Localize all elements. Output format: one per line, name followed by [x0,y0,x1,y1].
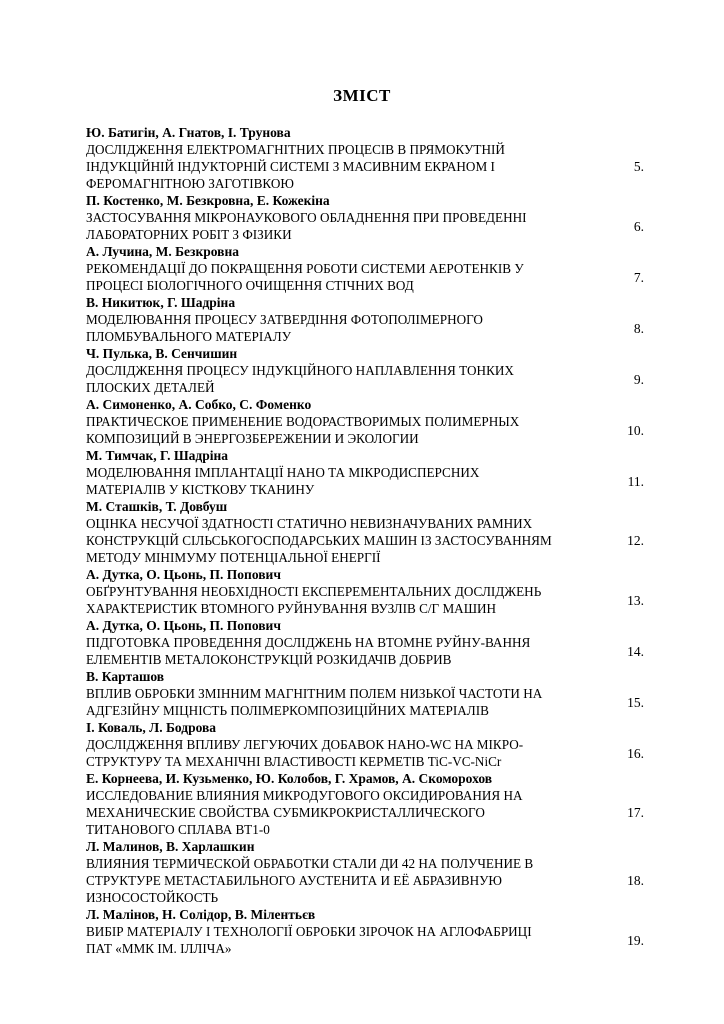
entry-page-number: 12. [627,533,644,548]
toc-entry [86,294,656,345]
entry-row [86,413,656,447]
entry-row [86,141,656,192]
entry-row [86,515,656,566]
toc-entry [86,192,656,243]
entry-page-number: 15. [627,694,644,710]
entry-row [86,855,656,906]
entry-page-number: 11. [627,473,644,489]
entry-authors: Л. Малинов, В. Харлашкин [86,839,255,854]
entry-title-line: АДГЕЗІЙНУ МІЦНІСТЬ ПОЛІМЕРКОМПОЗИЦІЙНИХ МАТЕРІАЛІВ [86,703,489,718]
entry-title-line: ДОСЛІДЖЕННЯ ЕЛЕКТРОМАГНІТНИХ ПРОЦЕСІВ В ПРЯМОКУТНІЙ [86,142,505,157]
entry-row [86,634,656,668]
entry-title-line: ВПЛИВ ОБРОБКИ ЗМІННИМ МАГНІТНИМ ПОЛЕМ НИЗЬКОЇ ЧАСТОТИ НА [86,686,543,701]
entry-row [86,464,656,498]
entry-title-line: МЕХАНИЧЕСКИЕ СВОЙСТВА СУБМИКРОКРИСТАЛЛИЧЕСКОГО [86,805,485,820]
entry-title-line: ТИТАНОВОГО СПЛАВА ВТ1-0 [86,822,270,837]
toc-entry [86,498,656,566]
entry-authors: М. Тимчак, Г. Шадріна [86,448,229,463]
toc-entry [86,906,656,957]
entry-title [86,362,601,396]
entry-page-number: 13. [627,592,644,608]
entry-authors: А. Дутка, О. Цьонь, П. Попович [86,567,281,582]
entry-authors: А. Дутка, О. Цьонь, П. Попович [86,618,281,633]
entry-page-number: 7. [633,269,644,285]
entry-title-line: ЛАБОРАТОРНИХ РОБІТ З ФІЗИКИ [86,227,292,242]
entry-authors: Ч. Пулька, В. Сенчишин [86,346,238,361]
entry-authors: Ю. Батигін, А. Гнатов, І. Трунова [86,125,291,140]
entry-title [86,583,601,617]
toc-entry [86,124,656,192]
entry-title-line: МОДЕЛЮВАННЯ ПРОЦЕСУ ЗАТВЕРДІННЯ ФОТОПОЛІМЕРНОГО [86,312,483,327]
entry-title-line: ПЛОСКИХ ДЕТАЛЕЙ [86,380,215,395]
entry-row [86,362,656,396]
entry-row [86,209,656,243]
entry-title-line: ЗАСТОСУВАННЯ МІКРОНАУКОВОГО ОБЛАДНЕННЯ ПРИ ПРОВЕДЕННІ [86,210,527,225]
page-title: ЗМІСТ [333,86,391,105]
entry-title-line: ЕЛЕМЕНТІВ МЕТАЛОКОНСТРУКЦІЙ РОЗКИДАЧІВ ДОБРИВ [86,652,452,667]
entry-row [86,787,656,838]
entry-title-line: ВИБІР МАТЕРІАЛУ І ТЕХНОЛОГІЇ ОБРОБКИ ЗІРОЧОК НА АГЛОФАБРИЦІ [86,924,532,939]
entry-page-number: 6. [633,218,644,234]
entry-row [86,260,656,294]
entry-title-line: КОМПОЗИЦИЙ В ЭНЕРГОЗБЕРЕЖЕНИИ И ЭКОЛОГИИ [86,431,419,446]
entry-page-number: 16. [627,745,644,761]
entry-page-number: 9. [633,371,644,387]
entry-title-line: ПРОЦЕСІ БІОЛОГІЧНОГО ОЧИЩЕННЯ СТІЧНИХ ВОД [86,278,414,293]
entry-title [86,923,601,957]
entry-title-line: ОЦІНКА НЕСУЧОЇ ЗДАТНОСТІ СТАТИЧНО НЕВИЗНАЧУВАНИХ РАМНИХ [86,516,533,531]
entry-title-line: ДОСЛІДЖЕННЯ ВПЛИВУ ЛЕГУЮЧИХ ДОБАВОК НАНО-WC НА МІКРО- [86,737,524,752]
entry-title [86,634,601,668]
entry-title-line: МАТЕРІАЛІВ У КІСТКОВУ ТКАНИНУ [86,482,315,497]
entry-page-number: 10. [627,422,644,438]
entry-title-line: КОНСТРУКЦІЙ СІЛЬСЬКОГОСПОДАРСЬКИХ МАШИН ІЗ ЗАСТОСУВАННЯМ [86,533,552,548]
toc-entry [86,447,656,498]
entry-page-number: 8. [633,320,644,336]
entry-title [86,464,601,498]
entry-authors: А. Лучина, М. Безкровна [86,244,239,259]
entry-page-number: 5. [633,159,644,174]
entry-page-number: 18. [627,873,644,888]
entry-title-line: ХАРАКТЕРИСТИК ВТОМНОГО РУЙНУВАННЯ ВУЗЛІВ С/Г МАШИН [86,601,497,616]
toc-entry [86,396,656,447]
entry-row [86,923,656,957]
entry-title-line: СТРУКТУРЕ МЕТАСТАБИЛЬНОГО АУСТЕНИТА И ЕЁ АБРАЗИВНУЮ [86,873,502,888]
entry-authors: Е. Корнеева, И. Кузьменко, Ю. Колобов, Г. Храмов, А. Скоморохов [86,771,493,786]
entry-authors: А. Симоненко, А. Собко, С. Фоменко [86,397,312,412]
entry-title-line: МЕТОДУ МІНІМУМУ ПОТЕНЦІАЛЬНОЇ ЕНЕРГІЇ [86,550,381,565]
toc-entry [86,719,656,770]
entry-title [86,311,601,345]
entry-title [86,736,601,770]
entry-title [86,413,601,447]
entry-title-line: МОДЕЛЮВАННЯ ІМПЛАНТАЦІЇ НАНО ТА МІКРОДИСПЕРСНИХ [86,465,480,480]
entry-row [86,685,656,719]
entry-page-number: 14. [627,643,644,659]
entry-authors: В. Никитюк, Г. Шадріна [86,295,236,310]
toc-entry [86,243,656,294]
entry-authors: П. Костенко, М. Безкровна, Е. Кожекіна [86,193,330,208]
entry-title [86,855,601,906]
entry-title-line: ИССЛЕДОВАНИЕ ВЛИЯНИЯ МИКРОДУГОВОГО ОКСИДИРОВАНИЯ НА [86,788,523,803]
entry-authors: М. Сташків, Т. Довбуш [86,499,228,514]
entry-title-line: ВЛИЯНИЯ ТЕРМИЧЕСКОЙ ОБРАБОТКИ СТАЛИ ДИ 42 НА ПОЛУЧЕНИЕ В [86,856,534,871]
entry-title [86,515,601,566]
entry-authors: І. Коваль, Л. Бодрова [86,720,217,735]
entry-title-line: РЕКОМЕНДАЦІЇ ДО ПОКРАЩЕННЯ РОБОТИ СИСТЕМИ АЕРОТЕНКІВ У [86,261,524,276]
entry-authors: Л. Малінов, Н. Солідор, В. Мілентьєв [86,907,316,922]
toc-entry [86,668,656,719]
entry-title-line: ИЗНОСОСТОЙКОСТЬ [86,890,219,905]
entry-row [86,583,656,617]
table-of-contents [86,124,656,957]
entry-row [86,311,656,345]
toc-entry [86,838,656,906]
entry-title-line: ПАТ «ММК ІМ. ІЛЛІЧА» [86,941,232,956]
entry-title [86,260,601,294]
entry-title-line: ОБҐРУНТУВАННЯ НЕОБХІДНОСТІ ЕКСПЕРЕМЕНТАЛЬНИХ ДОСЛІДЖЕНЬ [86,584,542,599]
toc-entry [86,617,656,668]
entry-title-line: ФЕРОМАГНІТНОЮ ЗАГОТІВКОЮ [86,176,294,191]
entry-title [86,141,601,192]
entry-title-line: ІНДУКЦІЙНІЙ ІНДУКТОРНІЙ СИСТЕМІ З МАСИВНИМ ЕКРАНОМ І [86,159,495,174]
toc-entry [86,566,656,617]
entry-title-line: СТРУКТУРУ ТА МЕХАНІЧНІ ВЛАСТИВОСТІ КЕРМЕТІВ TiC-VC-NiCr [86,754,502,769]
entry-title-line: ПРАКТИЧЕСКОЕ ПРИМЕНЕНИЕ ВОДОРАСТВОРИМЫХ ПОЛИМЕРНЫХ [86,414,520,429]
toc-entry [86,770,656,838]
entry-title [86,685,601,719]
entry-authors: В. Карташов [86,669,165,684]
entry-title-line: ПЛОМБУВАЛЬНОГО МАТЕРІАЛУ [86,329,292,344]
entry-title [86,787,601,838]
entry-title-line: ДОСЛІДЖЕННЯ ПРОЦЕСУ ІНДУКЦІЙНОГО НАПЛАВЛЕННЯ ТОНКИХ [86,363,514,378]
toc-entry [86,345,656,396]
entry-page-number: 17. [627,805,644,820]
entry-row [86,736,656,770]
entry-title-line: ПІДГОТОВКА ПРОВЕДЕННЯ ДОСЛІДЖЕНЬ НА ВТОМНЕ РУЙНУ-ВАННЯ [86,635,531,650]
entry-page-number: 19. [627,932,644,948]
entry-title [86,209,601,243]
